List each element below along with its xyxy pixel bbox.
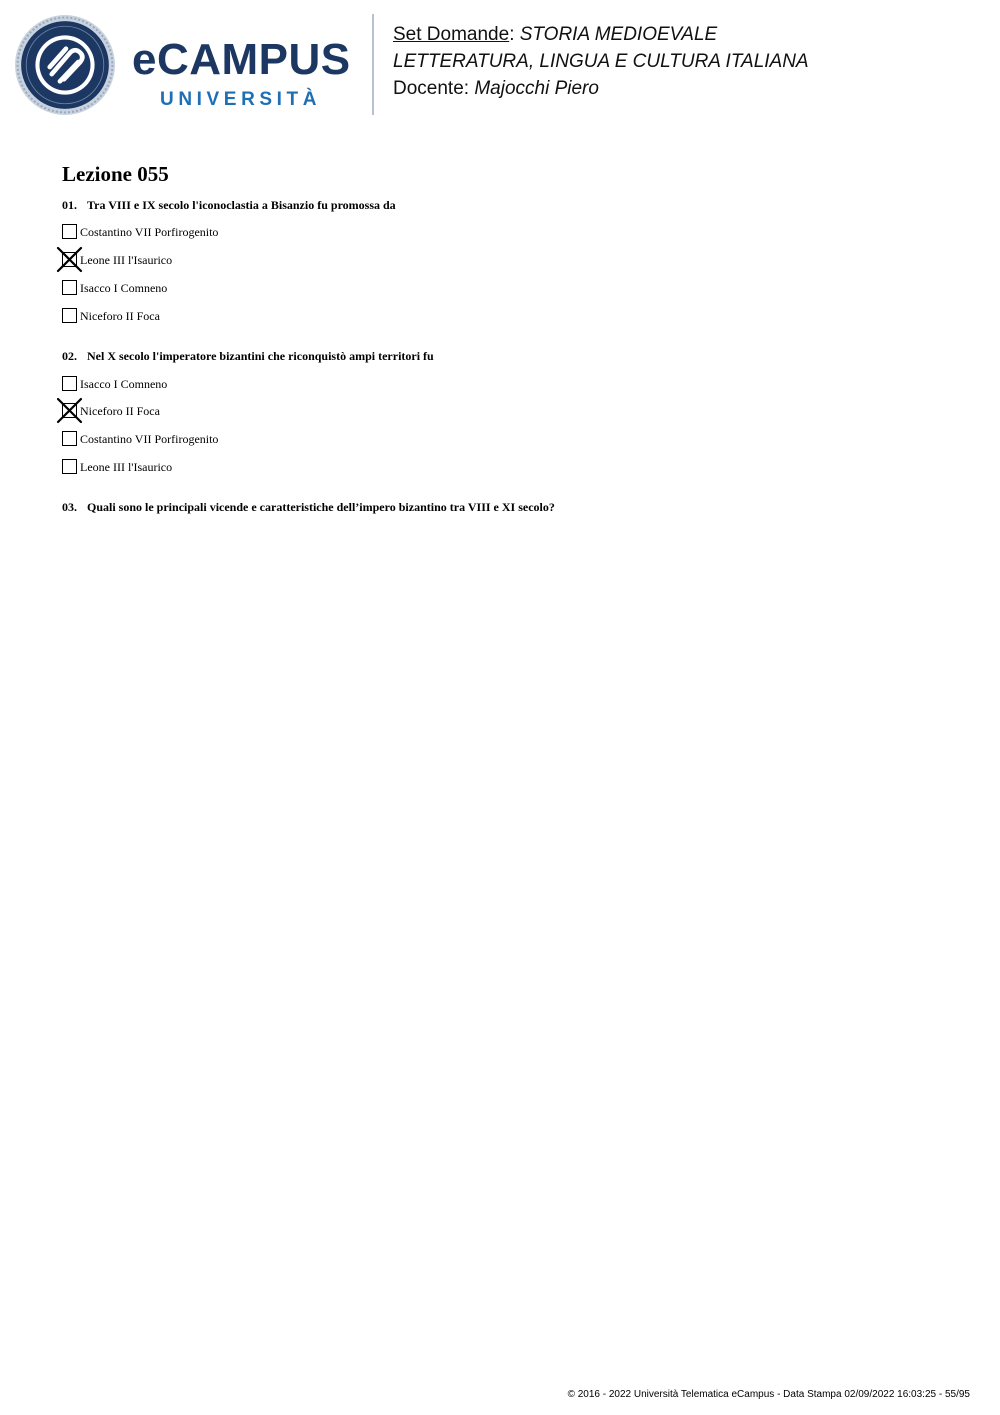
checkbox-checked[interactable]	[62, 252, 77, 267]
question-number: 02.	[62, 349, 77, 363]
course-name-line1: STORIA MEDIOEVALE	[519, 24, 718, 45]
option-label: Niceforo II Foca	[80, 309, 160, 323]
question-03	[62, 500, 555, 514]
option-label: Leone III l'Isaurico	[80, 460, 173, 474]
option-label: Niceforo II Foca	[80, 404, 160, 418]
checkbox[interactable]	[62, 459, 77, 474]
set-label: Set Domande	[393, 24, 510, 45]
question-01	[62, 198, 396, 212]
page-footer: © 2016 - 2022 Università Telematica eCampus - Data Stampa 02/09/2022 16:03:25 - 55/95	[567, 1389, 970, 1400]
question-number: 01.	[62, 198, 77, 212]
option-label: Isacco I Comneno	[80, 377, 168, 391]
question-number: 03.	[62, 500, 77, 514]
checkbox[interactable]	[62, 224, 77, 239]
option-label: Isacco I Comneno	[80, 281, 168, 295]
header-info	[393, 21, 809, 102]
brand-wordmark: eCAMPUS	[132, 35, 351, 84]
brand-subtitle: UNIVERSITÀ	[160, 89, 322, 110]
set-line	[393, 21, 809, 48]
ecampus-logo	[14, 14, 354, 116]
ecampus-seal-icon	[14, 14, 116, 116]
option-label: Leone III l'Isaurico	[80, 253, 173, 267]
checkbox[interactable]	[62, 376, 77, 391]
teacher-line	[393, 75, 809, 102]
checkmark-x-icon	[57, 247, 82, 272]
question-text: Tra VIII e IX secolo l'iconoclastia a Bisanzio fu promossa da	[87, 198, 396, 212]
checkbox-checked[interactable]	[62, 403, 77, 418]
header-divider	[372, 14, 374, 115]
course-name-line2: LETTERATURA, LINGUA E CULTURA ITALIANA	[393, 51, 809, 72]
checkbox[interactable]	[62, 308, 77, 323]
question-text: Nel X secolo l'imperatore bizantini che riconquistò ampi territori fu	[87, 349, 434, 363]
question-02	[62, 349, 434, 363]
option-label: Costantino VII Porfirogenito	[80, 225, 219, 239]
checkmark-x-icon	[57, 398, 82, 423]
teacher-name: Majocchi Piero	[474, 78, 599, 99]
question-text: Quali sono le principali vicende e caratteristiche dell’impero bizantino tra VIII e XI secolo?	[87, 500, 555, 514]
teacher-label: Docente:	[393, 78, 470, 99]
checkbox[interactable]	[62, 280, 77, 295]
lesson-title: Lezione 055	[62, 162, 169, 186]
option-label: Costantino VII Porfirogenito	[80, 432, 219, 446]
set-separator: :	[509, 24, 515, 45]
checkbox[interactable]	[62, 431, 77, 446]
